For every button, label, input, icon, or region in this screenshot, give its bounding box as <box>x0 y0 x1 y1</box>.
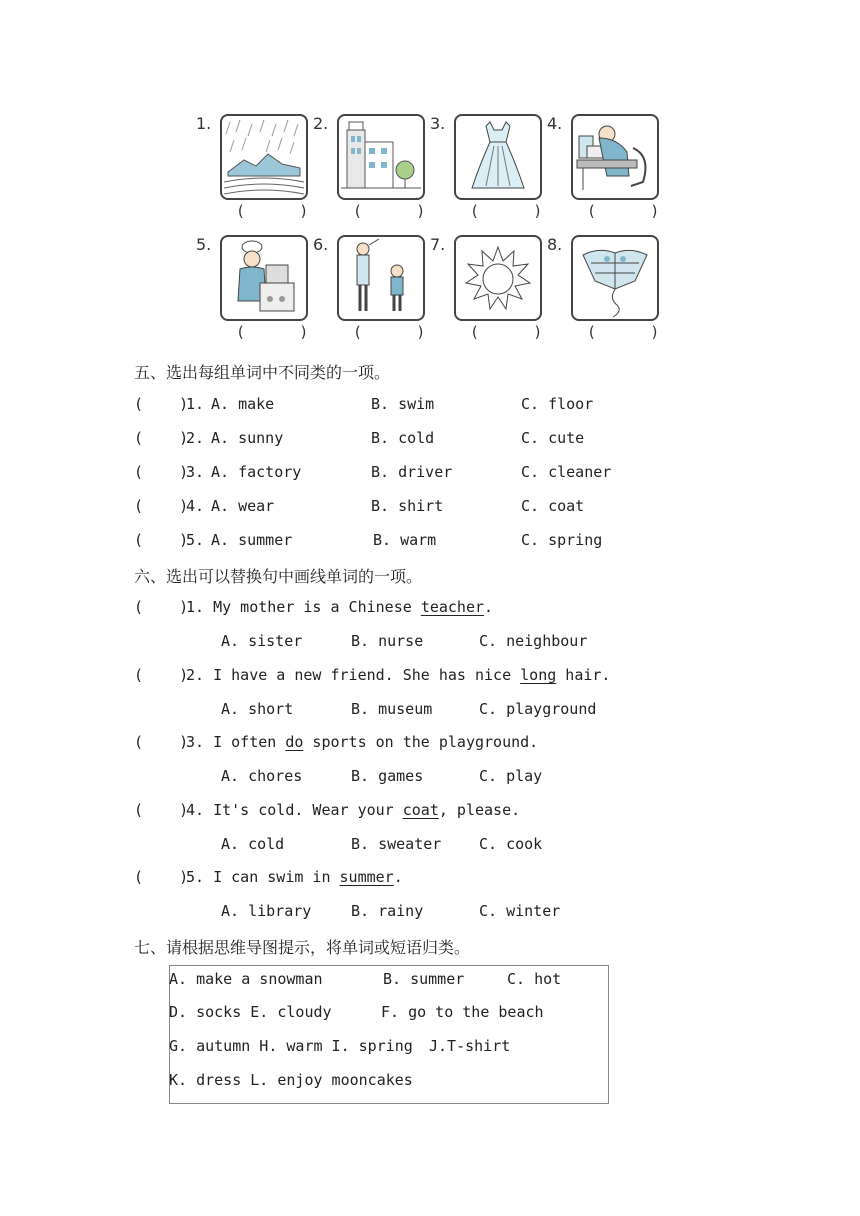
answer-parentheses: ( ) <box>236 323 309 341</box>
answer-parentheses[interactable]: ( ) <box>134 598 189 616</box>
option-b: B. warm <box>373 531 437 549</box>
tired-office-worker-icon <box>571 114 659 200</box>
option-c: C. cook <box>479 835 543 853</box>
underlined-word: long <box>520 666 557 684</box>
option-c: C. spring <box>521 531 603 549</box>
option-a: A. factory <box>211 463 302 481</box>
underlined-word: teacher <box>420 598 485 616</box>
option-c: C. neighbour <box>479 632 588 650</box>
question-number: 1. <box>186 598 205 616</box>
answer-parentheses: ( ) <box>587 323 660 341</box>
option-b: B. rainy <box>351 902 424 920</box>
sentence-end: hair. <box>556 666 611 684</box>
cook-icon <box>220 235 308 321</box>
picture-number: 3. <box>430 114 446 133</box>
answer-parentheses: ( ) <box>236 202 309 220</box>
word-bank-item: K. dress L. enjoy mooncakes <box>169 1071 413 1089</box>
option-b: B. games <box>351 767 424 785</box>
picture-number: 1. <box>196 114 212 133</box>
option-a: A. wear <box>211 497 275 515</box>
word-bank-item: A. make a snowman <box>169 970 323 988</box>
option-b: B. cold <box>371 429 435 447</box>
question-number: 2. <box>186 666 205 684</box>
option-a: A. sunny <box>211 429 284 447</box>
hospital-icon <box>337 114 425 200</box>
sentence-end: sports on the playground. <box>303 733 539 751</box>
word-bank-item: C. hot <box>507 970 562 988</box>
sentence-start: I have a new friend. She has nice <box>204 666 521 684</box>
option-b: B. swim <box>371 395 435 413</box>
answer-parentheses[interactable]: ( ) <box>134 666 189 684</box>
kite-icon <box>571 235 659 321</box>
sentence-start: I can swim in <box>204 868 340 886</box>
option-a: A. library <box>221 902 312 920</box>
option-c: C. play <box>479 767 543 785</box>
sentence-end: , please. <box>438 801 521 819</box>
option-b: B. driver <box>371 463 453 481</box>
answer-parentheses: ( ) <box>353 323 426 341</box>
question-sentence <box>186 666 610 684</box>
option-b: B. shirt <box>371 497 444 515</box>
dress-icon <box>454 114 542 200</box>
underlined-word: coat <box>402 801 439 819</box>
sentence-end: . <box>393 868 403 886</box>
answer-parentheses: ( ) <box>470 323 543 341</box>
answer-parentheses: ( ) <box>353 202 426 220</box>
picture-number: 6. <box>313 235 329 254</box>
picture-number: 8. <box>547 235 563 254</box>
picture-item <box>547 114 662 234</box>
option-b: B. museum <box>351 700 433 718</box>
option-a: A. short <box>221 700 294 718</box>
section-6-title: 六、选出可以替换句中画线单词的一项。 <box>134 567 423 586</box>
answer-parentheses[interactable]: ( ) <box>134 497 189 515</box>
option-a: A. cold <box>221 835 285 853</box>
picture-number: 2. <box>313 114 329 133</box>
picture-item <box>547 235 662 355</box>
picture-row-2 <box>196 235 662 355</box>
answer-parentheses: ( ) <box>470 202 543 220</box>
tall-short-people-icon <box>337 235 425 321</box>
picture-item <box>313 114 428 234</box>
option-c: C. coat <box>521 497 585 515</box>
question-number: 5. <box>186 531 205 549</box>
option-c: C. cute <box>521 429 585 447</box>
picture-number: 7. <box>430 235 446 254</box>
sentence-start: It's cold. Wear your <box>204 801 403 819</box>
option-a: A. sister <box>221 632 303 650</box>
question-number: 4. <box>186 801 205 819</box>
question-sentence <box>186 598 493 616</box>
picture-item <box>430 114 545 234</box>
underlined-word: do <box>285 733 304 751</box>
sun-icon <box>454 235 542 321</box>
word-bank-item: J.T-shirt <box>429 1037 511 1055</box>
underlined-word: summer <box>339 868 394 886</box>
question-sentence <box>186 733 538 751</box>
answer-parentheses[interactable]: ( ) <box>134 868 189 886</box>
picture-row-1 <box>196 114 662 234</box>
option-a: A. chores <box>221 767 303 785</box>
answer-parentheses[interactable]: ( ) <box>134 463 189 481</box>
question-number: 3. <box>186 463 205 481</box>
word-bank-item: F. go to the beach <box>381 1003 544 1021</box>
option-c: C. cleaner <box>521 463 612 481</box>
answer-parentheses[interactable]: ( ) <box>134 429 189 447</box>
sentence-start: My mother is a Chinese <box>204 598 421 616</box>
question-number: 1. <box>186 395 205 413</box>
section-7-title: 七、请根据思维导图提示，将单词或短语归类。 <box>134 938 471 957</box>
question-sentence <box>186 801 520 819</box>
picture-item <box>196 114 311 234</box>
word-bank-item: G. autumn H. warm I. spring <box>169 1037 413 1055</box>
question-sentence <box>186 868 403 886</box>
sentence-start: I often <box>204 733 286 751</box>
question-number: 5. <box>186 868 205 886</box>
picture-item <box>313 235 428 355</box>
word-bank-item: D. socks E. cloudy <box>169 1003 332 1021</box>
option-c: C. floor <box>521 395 594 413</box>
picture-item <box>430 235 545 355</box>
option-b: B. nurse <box>351 632 424 650</box>
picture-item <box>196 235 311 355</box>
picture-number: 4. <box>547 114 563 133</box>
sentence-end: . <box>484 598 494 616</box>
option-c: C. winter <box>479 902 561 920</box>
picture-number: 5. <box>196 235 212 254</box>
answer-parentheses: ( ) <box>587 202 660 220</box>
option-b: B. sweater <box>351 835 442 853</box>
option-c: C. playground <box>479 700 597 718</box>
option-a: A. make <box>211 395 275 413</box>
question-number: 2. <box>186 429 205 447</box>
section-5-title: 五、选出每组单词中不同类的一项。 <box>134 363 391 382</box>
question-number: 3. <box>186 733 205 751</box>
answer-parentheses[interactable]: ( ) <box>134 733 189 751</box>
answer-parentheses[interactable]: ( ) <box>134 531 189 549</box>
rain-landscape-icon <box>220 114 308 200</box>
question-number: 4. <box>186 497 205 515</box>
answer-parentheses[interactable]: ( ) <box>134 395 189 413</box>
answer-parentheses[interactable]: ( ) <box>134 801 189 819</box>
option-a: A. summer <box>211 531 293 549</box>
word-bank-item: B. summer <box>383 970 465 988</box>
